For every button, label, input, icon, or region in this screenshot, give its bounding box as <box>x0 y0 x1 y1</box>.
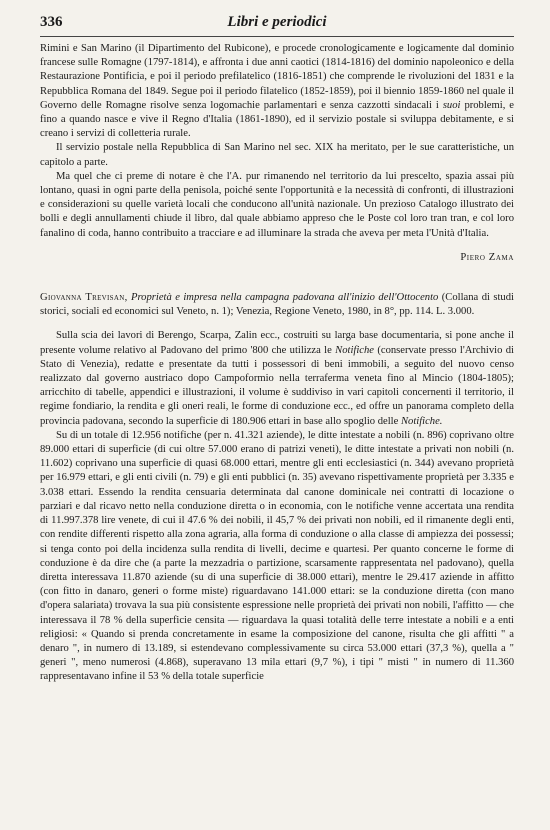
emphasis: suoi <box>442 99 461 111</box>
review-2-publication-details: (Collana di studi storici, sociali ed economici sul Veneto, n. 1); Venezia, Regione Veneto, 1980, in 8°, pp. 114. L. 3.000. <box>40 292 514 318</box>
review-1-paragraph-3: Ma quel che ci preme di notare è che l'A. pur rimanendo nel territorio da lui prescelto, spazia assai più lontano, quasi in ogni parte della penisola, poiché sente l'opportunità e la necessità di confronti, di illustrazioni e considerazioni su quelle varietà locali che conducono all'unità nazionale. Un prezioso Catalogo illustrato dei bolli e degli annullamenti chiude il libro, dal quale abbiamo appreso che le Poste col loro tran tran, e col loro fanalino di coda, hanno contribuito a tracciare e ad illuminare la strada che aveva per meta l'Unità d'Italia. <box>40 170 514 239</box>
page-body <box>40 42 514 685</box>
review-1-paragraph-1 <box>40 42 514 141</box>
emphasis: Notifiche. <box>400 415 443 427</box>
page-number: 336 <box>40 14 63 30</box>
text-run: (conservate presso l'Archivio di Stato di Venezia), redatte e presentate da tutti i possessori di beni immobili, a seguito del nuovo censo realizzato dal governo austriaco dopo Campoformio nella terraferma veneta fino al Mincio (1804-1805); arricchito di tabelle, appendici e illustrazioni, il volume è suddiviso in vari capitoli concernenti il territorio, il regime fondiario, la rendita e gli oneri reali, le forme di conduzione ecc., ed offre un panorama completo della provincia padovana, secondo la superficie di 180.906 ettari in base allo spoglio delle <box>40 344 514 427</box>
text-run: problemi, e fino a quando nasce e vive il Regno d'Italia (1861-1890), ed il servizio postale si sviluppa debitamente, e si creano i servizi di colletteria rurale. <box>40 99 514 140</box>
review-separator <box>40 265 514 291</box>
running-header <box>40 10 514 37</box>
spacer <box>40 319 514 329</box>
review-2-paragraph-2: Su di un totale di 12.956 notifiche (per n. 41.321 aziende), le ditte intestate a nobili (n. 896) coprivano oltre 89.000 ettari di superficie (di cui oltre 57.000 erano di patrizi veneti), le ditte intestate a privati non nobili (n. 11.602) coprivano una superficie di quasi 68.000 ettari, mentre gli enti ecclesiastici (n. 344) avevano proprietà per 16.979 ettari, e gli enti civili (n. 79) e gli enti pubblici (n. 35) avevano rispettivamente proprietà per 3.335 e 3.038 ettari. Essendo la rendita censuaria determinata dal canone dominicale nei contratti di locazione o parziari e dal ricavo netto nella conduzione diretta o in economia, con le notifiche venne accertata una rendita di 11.997.378 lire venete, di cui il 47.6 % dei nobili, il 45,7 % dei privati non nobili, ed il rimanente degli enti, con rendite differenti rispetto alla zona agraria, alla forma di conduzione o alla classe di ampiezza dei possessi; si tenga conto poi della incidenza sulla rendita di livelli, decime e quartesi. Per quanto concerne le forme di conduzione è da dire che (a parte la mezzadria o partizione, scarsamente rappresentata nel padovano), quella diretta interessava 11.870 aziende (su di una superficie di 38.000 ettari), mentre le 29.417 aziende in affitto (con fitto in danaro, generi o forme miste) riguardavano 141.000 ettari: se la conduzione diretta (con mano d'opera salariata) trovava la sua più consistente espressione nelle proprietà dei privati non nobili, l'affitto — che interessava il 78 % della superficie censita — riguardava la quasi totalità delle terre intestate a nobili e a enti religiosi: « Quando si prenda concretamente in esame la composizione del canone, risulta che gli affitti " a denaro ", in numero di 13.189, si estendevano complessivamente su circa 53.000 ettari (37,3 %), quella a " generi ", meno numerosi (4.868), superavano 13 mila ettari (9,7 %), i tipi " misti " in numero di 11.360 rappresentavano infine il 53 % della totale superficie <box>40 429 514 683</box>
text-run: Rimini e San Marino (il Dipartimento del Rubicone), e procede cronologicamente e logicamente dal dominio francese sulle Romagne (1797-1814), e affronta i due anni caotici (1814-1816) del dominio napoleonico e della Restaurazione Pontificia, e poi il periodo prefilatelico (1816-1851) che comprende le rivoluzioni del 1831 e la Repubblica Romana del 1849. Segue poi il periodo filatelico (1852-1859), poi il biennio 1859-1860 nel quale il Governo delle Romagne risolve senza logomachie parlamentari e senza cazzotti sindacali i <box>40 43 514 111</box>
review-2-title: Proprietà e impresa nella campagna padovana all'inizio dell'Ottocento <box>130 292 439 304</box>
review-2-citation <box>40 291 514 319</box>
text-run: Sulla scia dei lavori di Berengo, Scarpa, Zalin ecc., costruiti su larga base documentaria, si pone anche il presente volume relativo al Padovano del primo '800 che utilizza le <box>40 330 514 356</box>
running-title: Libri e periodici <box>227 14 327 30</box>
review-2-paragraph-1 <box>40 329 514 428</box>
emphasis: Notifiche <box>335 344 374 356</box>
review-2-author: Giovanna Trevisan, <box>40 292 128 304</box>
review-1-signature: Piero Zama <box>460 251 514 263</box>
review-1-paragraph-2: Il servizio postale nella Repubblica di San Marino nel sec. XIX ha meritato, per le sue caratteristiche, un capitolo a parte. <box>40 142 514 168</box>
